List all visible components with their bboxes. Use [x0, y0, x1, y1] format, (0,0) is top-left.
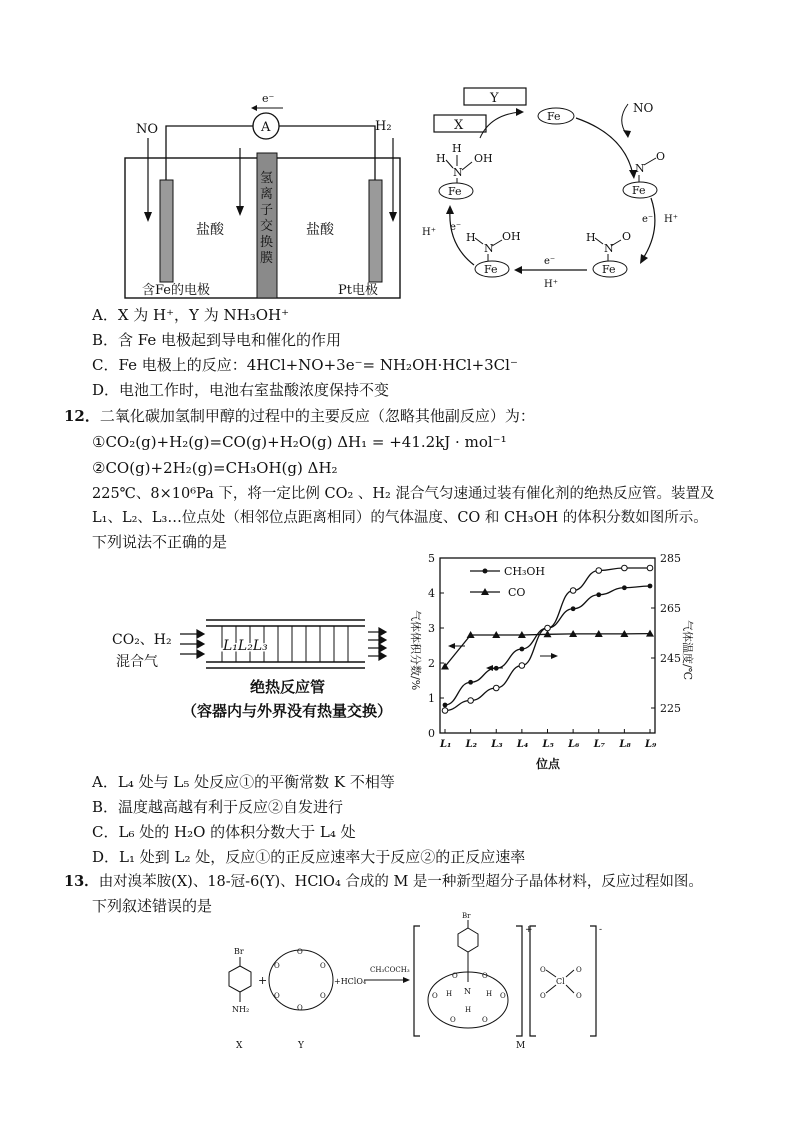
y-tick-label: 0 [428, 727, 435, 740]
label-x: X [236, 1041, 243, 1051]
svg-text:子: 子 [260, 203, 274, 218]
e-label-left: e⁻ [450, 222, 462, 233]
y-o-6: O [274, 962, 280, 970]
q12-stem: 12．二氧化碳加氢制甲醇的过程中的主要反应（忽略其他副反应）为： [64, 407, 535, 425]
y-tick-label: 2 [428, 657, 435, 670]
series-line-0 [445, 586, 650, 705]
hplus-label-bottom: H⁺ [544, 279, 558, 290]
e-label-right: e⁻ [642, 214, 654, 225]
q12-option-b: B．温度越高越有利于反应②自发进行 [92, 798, 344, 816]
right-electrode-label: Pt电极 [338, 283, 378, 298]
m-h-3: H [465, 1006, 472, 1014]
temperature-point [519, 663, 525, 669]
fe-label-bottom-left: Fe [484, 263, 498, 276]
tube-caption: （容器内与外界没有热量交换） [182, 702, 393, 720]
ch3oh-point [443, 703, 448, 708]
ch3oh-point [622, 585, 627, 590]
series-line-2 [445, 568, 650, 711]
cl-o-2: O [576, 966, 582, 974]
m-h-2: H [486, 990, 493, 998]
temperature-point [596, 568, 602, 574]
no-entry-label: NO [633, 101, 654, 115]
q12-option-c: C．L₆ 处的 H₂O 的体积分数大于 L₄ 处 [92, 823, 356, 841]
ch3oh-point [468, 680, 473, 685]
m-o-4: O [500, 992, 506, 1000]
y-tick-label: 1 [428, 692, 435, 705]
plus-sign: + [258, 974, 268, 987]
temperature-point [622, 565, 628, 571]
x-tick-label: L₉ [645, 739, 657, 750]
x-nh2-label: NH₂ [232, 1005, 250, 1014]
x-tick-label: L₅ [542, 739, 554, 750]
y-tick-label: 3 [428, 622, 435, 635]
x-box-label: X [454, 118, 464, 133]
electrochemical-cell-diagram [120, 88, 410, 303]
y2-tick-label: 245 [660, 652, 681, 665]
temperature-point [442, 708, 448, 714]
q12-condition-2: L₁、L₂、L₃…位点处（相邻位点距离相同）的气体温度、CO 和 CH₃OH 的体积分数如图所示。 [92, 510, 708, 526]
x-tick-label: L₆ [568, 739, 580, 750]
y-o-2: O [320, 962, 326, 970]
x-tick-label: L₄ [516, 739, 529, 750]
plus-hclo4: +HClO₄ [334, 977, 367, 986]
m-o-2: O [482, 972, 488, 980]
temperature-point [647, 565, 653, 571]
x-tick-label: L₈ [619, 739, 631, 750]
q12-reaction-1: ①CO₂(g)+H₂(g)=CO(g)+H₂O(g) ΔH₁ = +41.2kJ · mol⁻¹ [92, 433, 507, 451]
q11-option-c: C．Fe 电极上的反应：4HCl+NO+3e⁻= NH₂OH·HCl+3Cl⁻ [92, 356, 518, 374]
q12-option-a: A．L₄ 处与 L₅ 处反应①的平衡常数 K 不相等 [92, 773, 395, 791]
catalytic-cycle-diagram [420, 80, 690, 305]
svg-text:膜: 膜 [260, 251, 274, 266]
n-label-1: N [635, 162, 645, 175]
o-label-2: O [622, 230, 632, 243]
fe-label-right: Fe [632, 184, 646, 197]
y-o-4: O [297, 1004, 303, 1012]
tube-position-labels: L₁L₂L₃ [223, 638, 268, 654]
q12-question: 下列说法不正确的是 [92, 533, 228, 551]
q13-question: 下列叙述错误的是 [92, 897, 213, 915]
y-tick-label: 4 [428, 587, 435, 600]
y2-tick-label: 225 [660, 702, 681, 715]
electron-label: e⁻ [262, 92, 275, 105]
h2-label: H₂ [375, 119, 392, 134]
ch3oh-point [571, 606, 576, 611]
svg-text:换: 换 [260, 235, 274, 250]
ch3oh-point [648, 584, 653, 589]
q13-stem: 13．由对溴苯胺(X)、18-冠-6(Y)、HClO₄ 合成的 M 是一种新型超分子晶体材料，反应过程如图。 [64, 873, 703, 890]
ch3oh-point [596, 592, 601, 597]
y-o-5: O [274, 992, 280, 1000]
hplus-label-left: H⁺ [422, 227, 436, 238]
cl-o-3: O [540, 992, 546, 1000]
q11-option-d: D．电池工作时，电池右室盐酸浓度保持不变 [92, 381, 390, 399]
x-tick-label: L₃ [491, 739, 503, 750]
no-label: NO [136, 122, 159, 137]
fe-label-left: Fe [448, 185, 462, 198]
series-line-1 [445, 634, 650, 667]
y-o-3: O [320, 992, 326, 1000]
e-label-bottom: e⁻ [544, 256, 556, 267]
membrane-label [260, 171, 273, 266]
h-label-3: H [466, 231, 476, 244]
h-label-4a: H [436, 152, 446, 165]
reaction-scheme [220, 910, 620, 1060]
q11-option-a: A．X 为 H⁺，Y 为 NH₃OH⁺ [92, 306, 290, 324]
label-m: M [516, 1041, 526, 1051]
svg-text:离: 离 [260, 187, 274, 202]
x-axis-title: 位点 [536, 757, 561, 771]
x-br-label: Br [234, 947, 244, 956]
fe-label-top: Fe [547, 110, 561, 123]
right-solution-label: 盐酸 [306, 222, 334, 238]
legend-ch3oh: CH₃OH [504, 565, 546, 578]
y2-tick-label: 265 [660, 602, 681, 615]
q12-reaction-2: ②CO(g)+2H₂(g)=CH₃OH(g) ΔH₂ [92, 459, 338, 477]
fe-label-bottom-right: Fe [602, 263, 616, 276]
y-box-label: Y [490, 91, 499, 106]
x-tick-label: L₂ [465, 739, 478, 750]
cl-o-1: O [540, 966, 546, 974]
cation-charge: + [525, 925, 533, 935]
svg-text:氢: 氢 [260, 171, 274, 186]
label-y: Y [298, 1041, 304, 1051]
left-solution-label: 盐酸 [196, 222, 224, 238]
gas-label-line1: CO₂、H₂ [112, 632, 172, 648]
m-cl-label: Cl [556, 977, 565, 986]
m-o-6: O [482, 1016, 488, 1024]
y2-axis-title: 气体温度/℃ [681, 620, 694, 681]
m-o-1: O [452, 972, 458, 980]
hplus-label-right: H⁺ [664, 214, 678, 225]
legend-co: CO [508, 586, 526, 599]
q12-condition-1: 225℃、8×10⁶Pa 下，将一定比例 CO₂ 、H₂ 混合气匀速通过装有催化剂的绝热反应管。装置及 [92, 486, 715, 502]
gas-label-line2: 混合气 [116, 654, 158, 670]
svg-text:交: 交 [260, 219, 274, 234]
oh-label-3: OH [502, 230, 521, 243]
q12-option-d: D．L₁ 处到 L₂ 处，反应①的正反应速率大于反应②的正反应速率 [92, 848, 526, 866]
x-tick-label: L₁ [440, 739, 452, 750]
h-label-2: H [586, 231, 596, 244]
anion-charge: - [599, 925, 603, 935]
temperature-point [570, 588, 576, 594]
n-label-3: N [484, 242, 494, 255]
y2-tick-label: 285 [660, 552, 681, 565]
m-h-1: H [446, 990, 453, 998]
ch3oh-point [519, 647, 524, 652]
oh-label-4: OH [474, 152, 493, 165]
cl-o-4: O [576, 992, 582, 1000]
y-o-1: O [297, 948, 303, 956]
left-electrode-label: 含Fe的电极 [142, 283, 211, 298]
n-label-2: N [604, 242, 614, 255]
tube-title: 绝热反应管 [250, 678, 326, 696]
q11-option-b: B．含 Fe 电极起到导电和催化的作用 [92, 331, 342, 349]
m-br-label: Br [462, 912, 471, 920]
o-label-1: O [656, 150, 666, 163]
solvent-label: CH₃COCH₃ [370, 966, 410, 974]
temperature-point [493, 685, 499, 691]
plot-frame [440, 558, 655, 733]
adiabatic-tube-diagram [110, 612, 400, 722]
y-axis-title: 气体体积分数/% [409, 610, 422, 691]
position-line-chart [400, 548, 700, 776]
temperature-point [545, 625, 551, 631]
m-n-label: N [464, 987, 471, 996]
m-o-5: O [450, 1016, 456, 1024]
temperature-point [468, 698, 474, 704]
m-o-3: O [432, 992, 438, 1000]
y-tick-label: 5 [428, 552, 435, 565]
h-label-4b: H [452, 142, 462, 155]
n-label-4: N [453, 166, 463, 179]
ammeter-label: A [261, 120, 271, 135]
x-tick-label: L₇ [593, 739, 606, 750]
